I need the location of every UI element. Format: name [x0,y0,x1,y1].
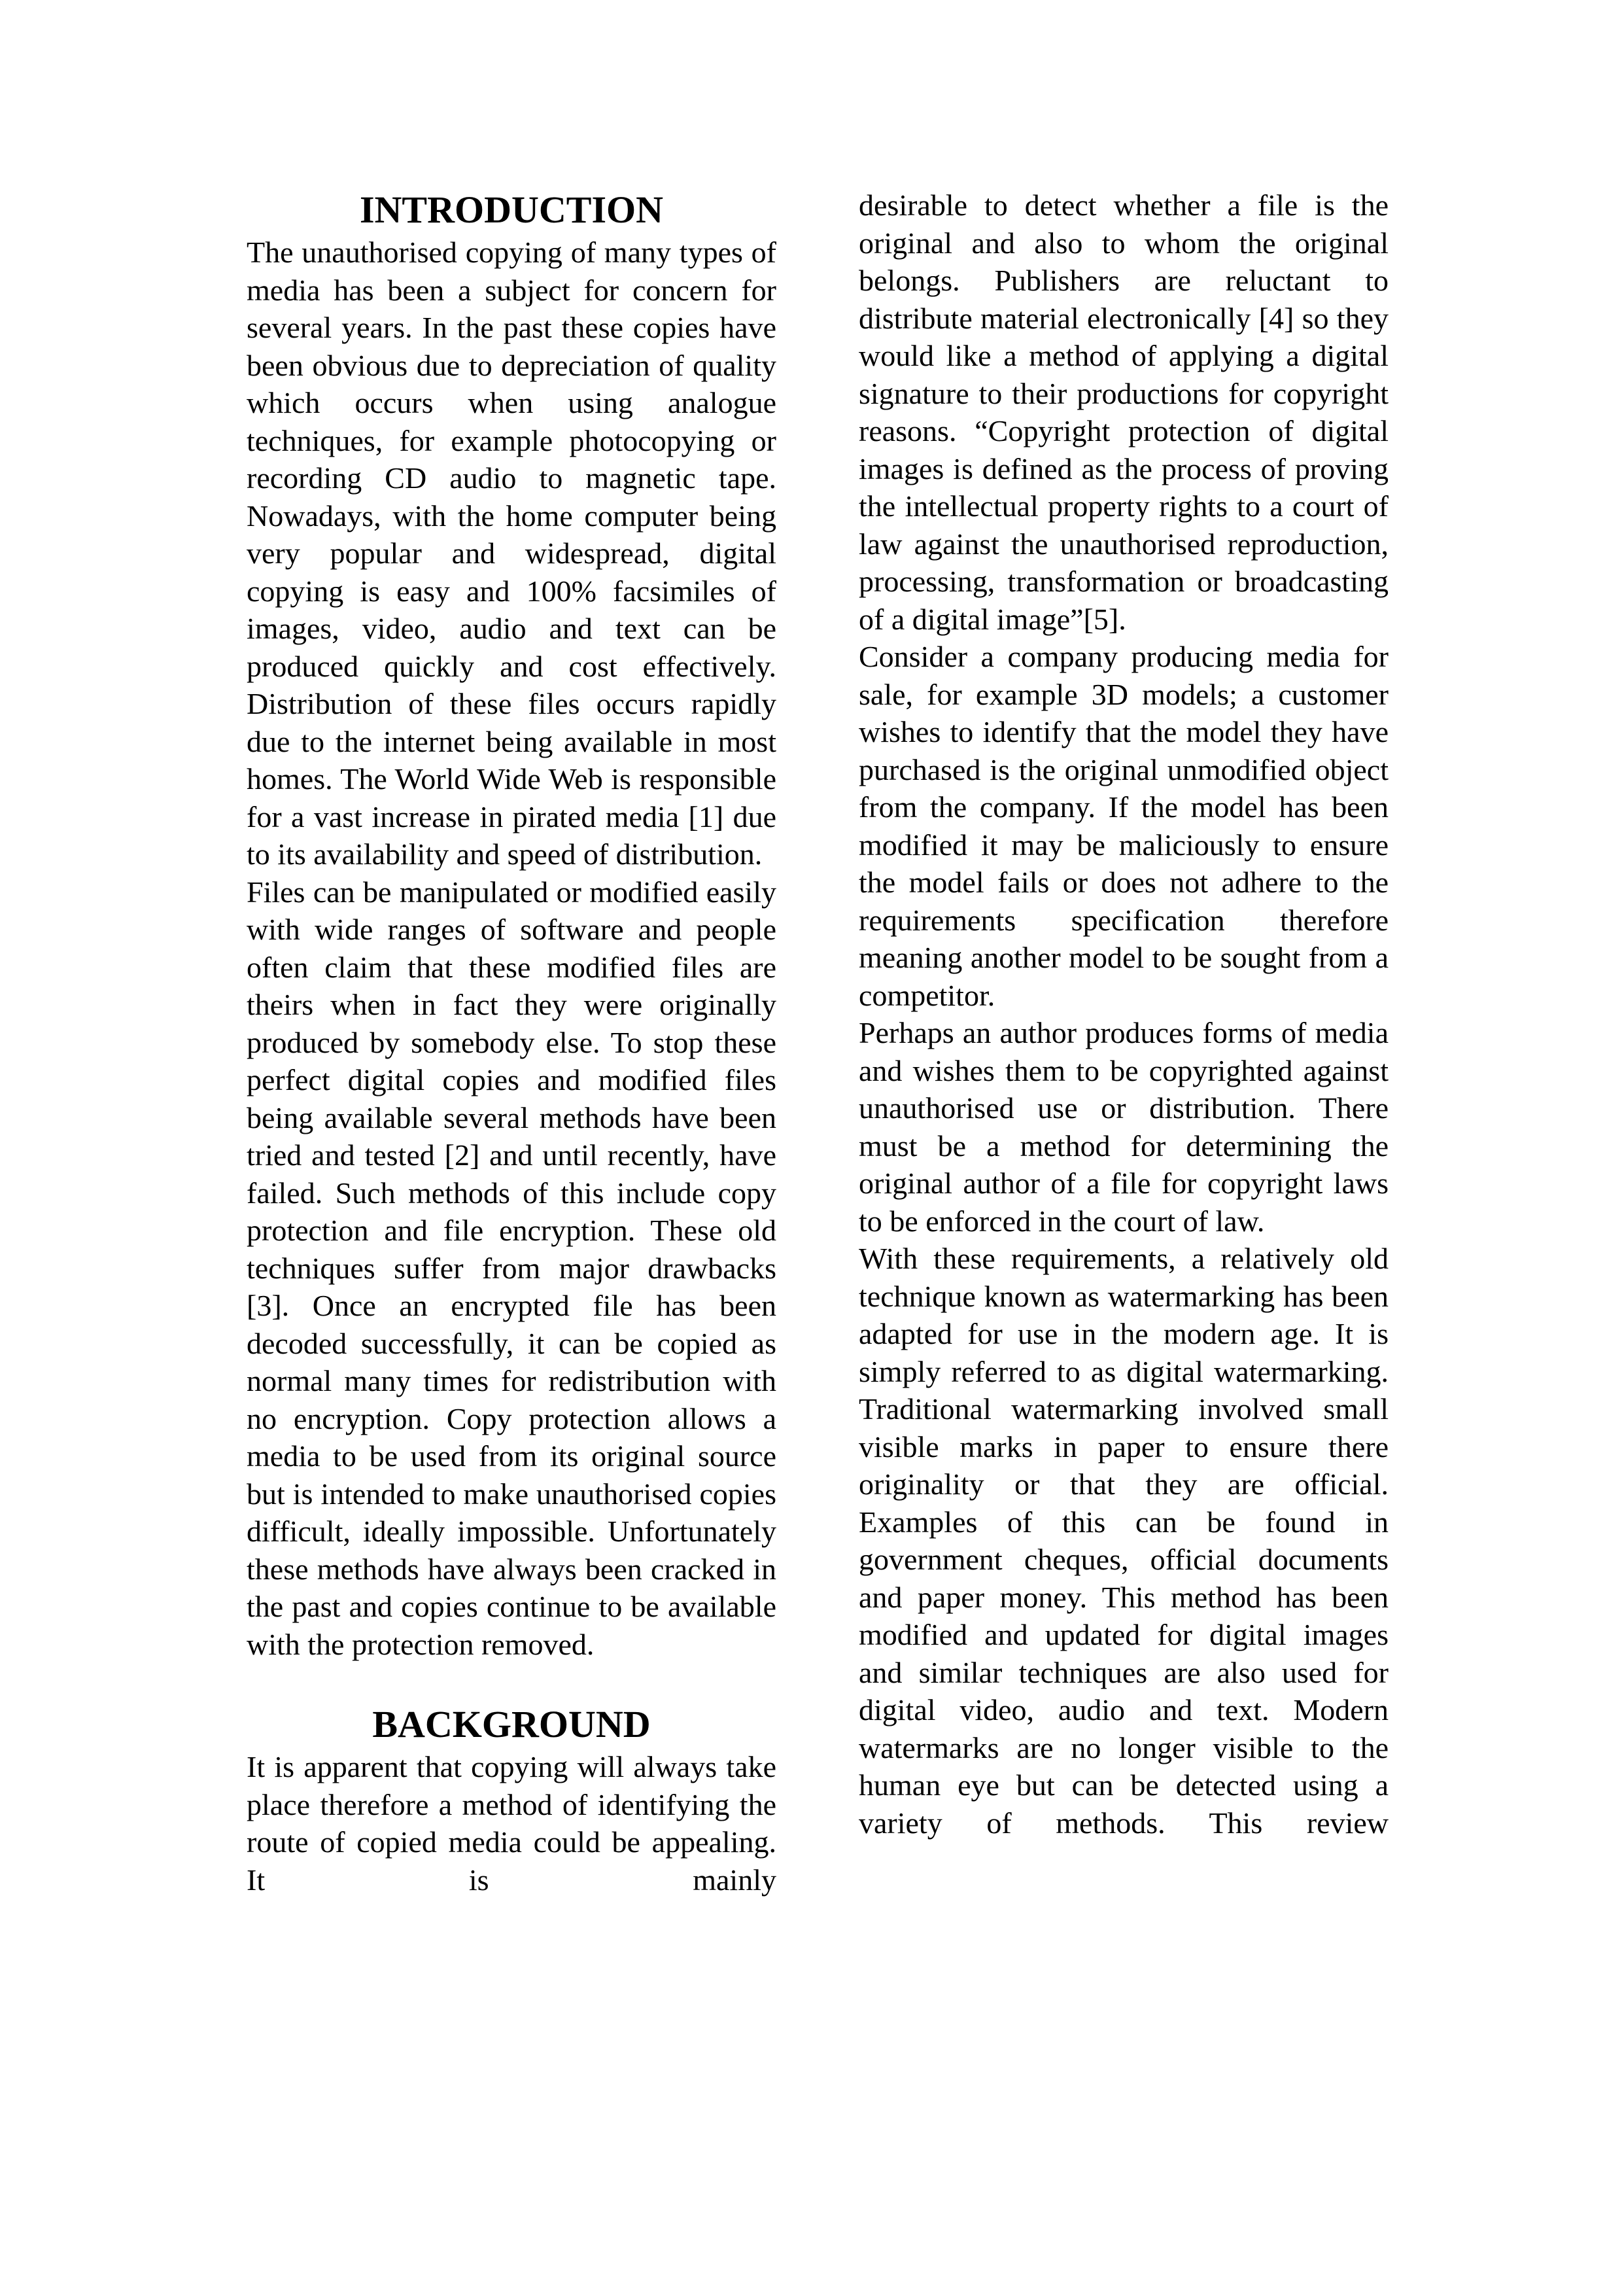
background-paragraph-author: Perhaps an author produces forms of media and wishes them to be copyrighted against unauthorised use or distribution. There must be a method for determining the original author of a file for copyright laws to be enforced in the court of law. [859,1016,1389,1238]
right-column [859,186,1389,1842]
introduction-paragraph-2: Files can be manipulated or modified easily with wide ranges of software and people often claim that these modified files are theirs when in fact they were originally produced by somebody else. To stop these perfect digital copies and modified files being available several methods have been tried and tested [2] and until recently, have failed. Such methods of this include copy protection and file encryption. These old techniques suffer from major drawbacks [3]. Once an encrypted file has been decoded successfully, it can be copied as normal many times for redistribution with no encryption. Copy protection allows a media to be used from its original source but is intended to make unauthorised copies difficult, ideally impossible. Unfortunately these methods have always been cracked in the past and copies continue to be available with the protection removed. [247,875,776,1661]
background-paragraph-continued: desirable to detect whether a file is the original and also to whom the original belongs. Publishers are reluctant to distribute material electronically [4] so they would like a method of applying a digital signature to their productions for copyright reasons. “Copyright protection of digital images is defined as the process of proving the intellectual property rights to a court of law against the unauthorised reproduction, processing, transformation or broadcasting of a digital image”[5]. [859,188,1389,636]
background-paragraph-company: Consider a company producing media for sale, for example 3D models; a customer wishes to identify that the model they have purchased is the original unmodified object from the company. If the model has been modified it may be maliciously to ensure the model fails or does not adhere to the requirements specification therefore meaning another model to be sought from a competitor. [859,640,1389,1012]
introduction-paragraph-1: The unauthorised copying of many types of media has been a subject for concern for several years. In the past these copies have been obvious due to depreciation of quality which occurs when using analogue techniques, for example photocopying or recording CD audio to magnetic tape. Nowadays, with the home computer being very popular and widespread, digital copying is easy and 100% facsimiles of images, video, audio and text can be produced quickly and cost effectively. Distribution of these files occurs rapidly due to the internet being available in most homes. The World Wide Web is responsible for a vast increase in pirated media [1] due to its availability and speed of distribution. [247,236,776,871]
left-column [247,186,776,1899]
introduction-heading: INTRODUCTION [359,188,664,231]
background-heading: BACKGROUND [372,1703,651,1745]
background-paragraph-watermarking: With these requirements, a relatively old technique known as watermarking has been adapted for use in the modern age. It is simply referred to as digital watermarking. Traditional watermarking involved small visible marks in paper to ensure there originality or that they are official. Examples of this can be found in government cheques, official documents and paper money. This method has been modified and updated for digital images and similar techniques are also used for digital video, audio and text. Modern watermarks are no longer visible to the human eye but can be detected using a variety of methods. This review [859,1242,1389,1840]
background-paragraph-1: It is apparent that copying will always take place therefore a method of identifying the route of copied media could be appealing. It is mainly [247,1750,776,1897]
